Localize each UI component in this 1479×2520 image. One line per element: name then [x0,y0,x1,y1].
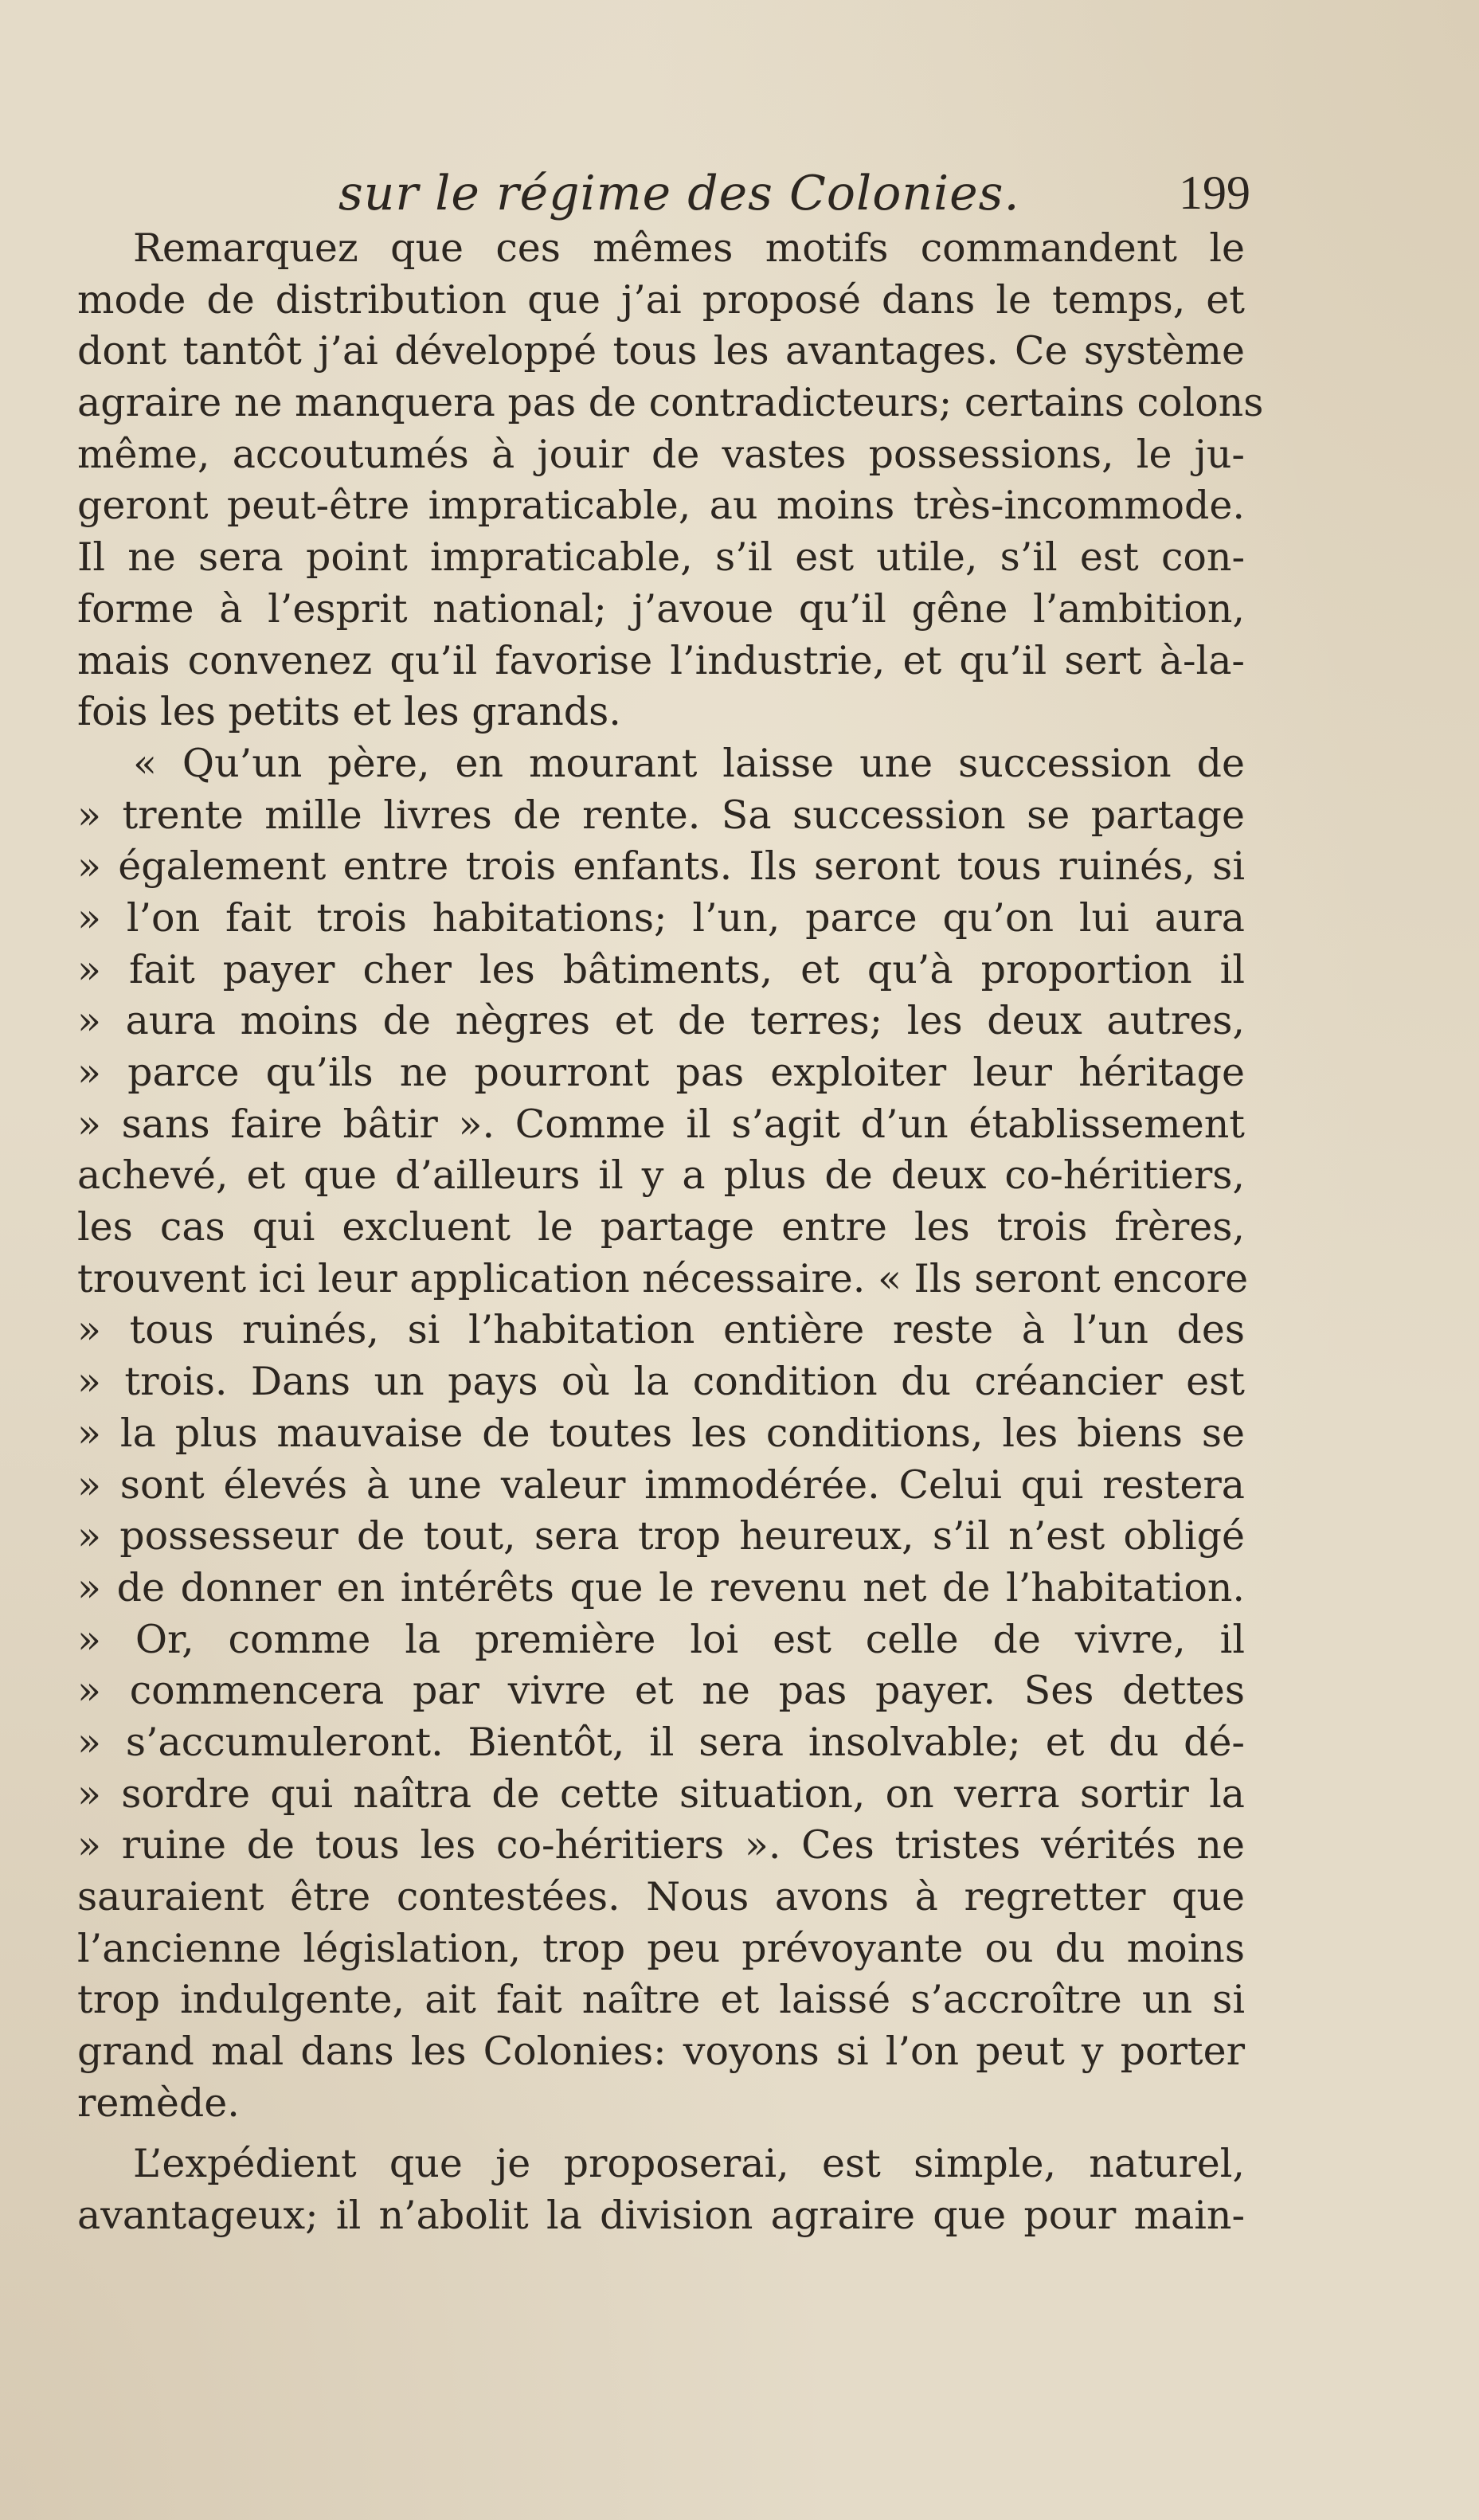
text-line: » ruine de tous les co-héritiers ». Ces tristes vérités ne [77,1822,1245,1868]
text-line: Remarquez que ces mêmes motifs commandent le [133,225,1245,271]
text-line: agraire ne manquera pas de contradicteurs; certains colons [77,380,1264,426]
text-line: » tous ruinés, si l’habitation entière reste à l’un des [77,1307,1245,1353]
text-line: geront peut-être impraticable, au moins très-incommode. [77,483,1245,529]
text-line: » fait payer cher les bâtiments, et qu’à proportion il [77,946,1245,992]
text-line: » l’on fait trois habitations; l’un, parce qu’on lui aura [77,894,1245,941]
text-line: « Qu’un père, en mourant laisse une succession de [133,740,1245,786]
text-line: » sont élevés à une valeur immodérée. Celui qui restera [77,1462,1245,1508]
text-line: » trente mille livres de rente. Sa succession se partage [77,792,1245,838]
text-line: achevé, et que d’ailleurs il y a plus de deux co-héritiers, [77,1152,1245,1199]
text-line: grand mal dans les Colonies: voyons si l’on peut y porter [77,2029,1245,2075]
text-line: » trois. Dans un pays où la condition du créancier est [77,1359,1245,1405]
text-line: » sans faire bâtir ». Comme il s’agit d’un établissement [77,1101,1245,1147]
text-line: forme à l’esprit national; j’avoue qu’il gêne l’ambition, [77,585,1245,632]
text-line: même, accoutumés à jouir de vastes possessions, le ju- [77,431,1245,477]
text-line: » commencera par vivre et ne pas payer. Ses dettes [77,1668,1245,1714]
text-line: » sordre qui naîtra de cette situation, on verra sortir la [77,1771,1245,1817]
text-line: » Or, comme la première loi est celle de vivre, il [77,1616,1245,1662]
text-line: trop indulgente, ait fait naître et laissé s’accroître un si [77,1977,1245,2023]
text-line: sauraient être contestées. Nous avons à regretter que [77,1874,1245,1919]
body-text [77,223,1264,2242]
page-number: 199 [1179,166,1250,219]
text-line: Il ne sera point impraticable, s’il est utile, s’il est con- [77,534,1245,581]
text-line: » possesseur de tout, sera trop heureux, s’il n’est obligé [77,1513,1245,1559]
text-line: fois les petits et les grands. [77,689,621,735]
text-line: L’expédient que je proposerai, est simple, naturel, [133,2141,1245,2187]
text-line: » de donner en intérêts que le revenu net de l’habitation. [77,1564,1245,1610]
text-line: » également entre trois enfants. Ils seront tous ruinés, si [77,843,1245,890]
text-line: avantageux; il n’abolit la division agraire que pour main- [77,2193,1245,2239]
text-line: mais convenez qu’il favorise l’industrie, et qu’il sert à-la- [77,637,1245,683]
text-line: » la plus mauvaise de toutes les conditions, les biens se [77,1410,1245,1456]
text-line: » parce qu’ils ne pourront pas exploiter leur héritage [77,1050,1245,1095]
text-line: » aura moins de nègres et de terres; les deux autres, [77,998,1245,1044]
text-line: les cas qui excluent le partage entre les trois frères, [77,1204,1245,1250]
text-line: mode de distribution que j’ai proposé dans le temps, et [77,276,1245,323]
text-line: » s’accumuleront. Bientôt, il sera insolvable; et du dé- [77,1719,1245,1765]
text-line: trouvent ici leur application nécessaire. « Ils seront encore [77,1255,1249,1301]
page-header [0,166,1479,221]
running-title: sur le régime des Colonies. [338,166,1020,221]
text-line: l’ancienne législation, trop peu prévoyante ou du moins [77,1925,1245,1971]
text-line: dont tantôt j’ai développé tous les avantages. Ce système [77,328,1245,374]
text-line: remède. [77,2080,240,2126]
